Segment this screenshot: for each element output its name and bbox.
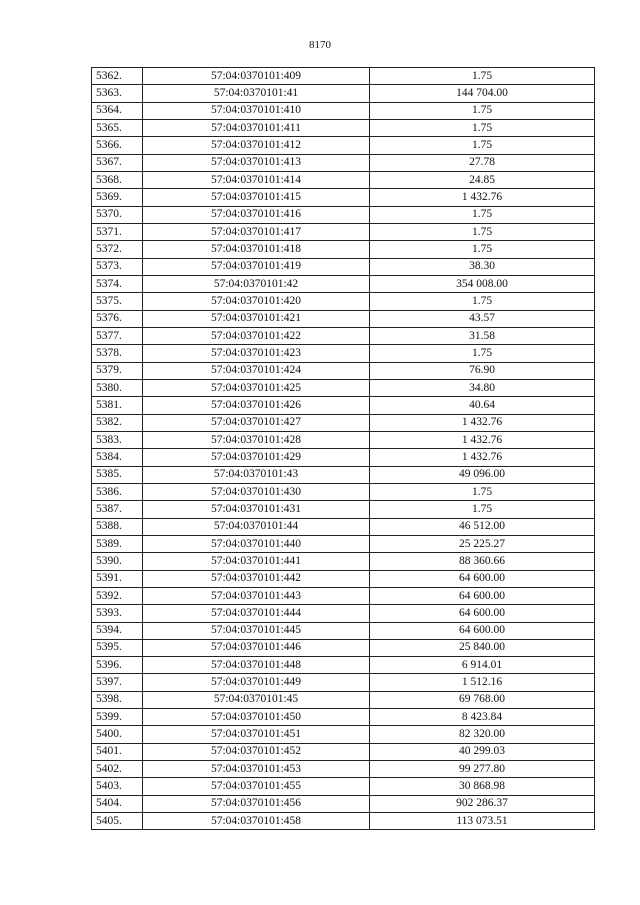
cadastral-value-cell: 1.75 [370, 241, 595, 258]
table-row [92, 674, 595, 691]
cadastral-number-cell: 57:04:0370101:424 [143, 362, 370, 379]
table-row [92, 639, 595, 656]
cadastral-number-cell: 57:04:0370101:441 [143, 553, 370, 570]
cadastral-number-cell: 57:04:0370101:418 [143, 241, 370, 258]
cadastral-value-cell: 40 299.03 [370, 743, 595, 760]
row-number-cell: 5396. [92, 657, 143, 674]
row-number-cell: 5400. [92, 726, 143, 743]
row-number-cell: 5405. [92, 813, 143, 830]
cadastral-value-cell: 43.57 [370, 310, 595, 327]
row-number-cell: 5387. [92, 501, 143, 518]
cadastral-value-cell: 1.75 [370, 68, 595, 85]
cadastral-value-cell: 1.75 [370, 119, 595, 136]
row-number-cell: 5381. [92, 397, 143, 414]
cadastral-number-cell: 57:04:0370101:455 [143, 778, 370, 795]
cadastral-number-cell: 57:04:0370101:422 [143, 327, 370, 344]
row-number-cell: 5391. [92, 570, 143, 587]
row-number-cell: 5364. [92, 102, 143, 119]
table-row [92, 223, 595, 240]
cadastral-value-cell: 1 432.76 [370, 414, 595, 431]
cadastral-value-cell: 1.75 [370, 102, 595, 119]
cadastral-value-cell: 76.90 [370, 362, 595, 379]
table-row [92, 605, 595, 622]
cadastral-number-cell: 57:04:0370101:429 [143, 449, 370, 466]
table-row [92, 761, 595, 778]
table-row [92, 709, 595, 726]
cadastral-value-cell: 1 432.76 [370, 431, 595, 448]
cadastral-value-cell: 113 073.51 [370, 813, 595, 830]
table-row [92, 691, 595, 708]
cadastral-value-cell: 88 360.66 [370, 553, 595, 570]
cadastral-number-cell: 57:04:0370101:413 [143, 154, 370, 171]
row-number-cell: 5395. [92, 639, 143, 656]
table-body [92, 68, 595, 830]
row-number-cell: 5403. [92, 778, 143, 795]
table-row [92, 154, 595, 171]
row-number-cell: 5369. [92, 189, 143, 206]
table-row [92, 483, 595, 500]
table-row [92, 726, 595, 743]
table-row [92, 258, 595, 275]
table-row [92, 743, 595, 760]
row-number-cell: 5375. [92, 293, 143, 310]
cadastral-value-cell: 354 008.00 [370, 275, 595, 292]
row-number-cell: 5384. [92, 449, 143, 466]
row-number-cell: 5377. [92, 327, 143, 344]
table-row [92, 570, 595, 587]
table-row [92, 327, 595, 344]
table-row [92, 119, 595, 136]
row-number-cell: 5401. [92, 743, 143, 760]
cadastral-value-cell: 1.75 [370, 345, 595, 362]
cadastral-value-cell: 49 096.00 [370, 466, 595, 483]
table-row [92, 171, 595, 188]
cadastral-number-cell: 57:04:0370101:452 [143, 743, 370, 760]
cadastral-value-cell: 69 768.00 [370, 691, 595, 708]
cadastral-value-cell: 31.58 [370, 327, 595, 344]
row-number-cell: 5404. [92, 795, 143, 812]
row-number-cell: 5390. [92, 553, 143, 570]
table-row [92, 362, 595, 379]
cadastral-number-cell: 57:04:0370101:453 [143, 761, 370, 778]
row-number-cell: 5386. [92, 483, 143, 500]
table-row [92, 379, 595, 396]
cadastral-value-cell: 8 423.84 [370, 709, 595, 726]
cadastral-value-cell: 64 600.00 [370, 622, 595, 639]
table-row [92, 414, 595, 431]
cadastral-number-cell: 57:04:0370101:442 [143, 570, 370, 587]
cadastral-number-cell: 57:04:0370101:411 [143, 119, 370, 136]
cadastral-number-cell: 57:04:0370101:448 [143, 657, 370, 674]
table-row [92, 518, 595, 535]
cadastral-number-cell: 57:04:0370101:419 [143, 258, 370, 275]
cadastral-value-cell: 25 840.00 [370, 639, 595, 656]
row-number-cell: 5380. [92, 379, 143, 396]
cadastral-number-cell: 57:04:0370101:430 [143, 483, 370, 500]
row-number-cell: 5385. [92, 466, 143, 483]
cadastral-value-cell: 25 225.27 [370, 535, 595, 552]
cadastral-number-cell: 57:04:0370101:446 [143, 639, 370, 656]
table-row [92, 241, 595, 258]
row-number-cell: 5393. [92, 605, 143, 622]
row-number-cell: 5378. [92, 345, 143, 362]
row-number-cell: 5365. [92, 119, 143, 136]
row-number-cell: 5392. [92, 587, 143, 604]
cadastral-number-cell: 57:04:0370101:431 [143, 501, 370, 518]
cadastral-value-cell: 1 432.76 [370, 189, 595, 206]
cadastral-number-cell: 57:04:0370101:41 [143, 85, 370, 102]
row-number-cell: 5379. [92, 362, 143, 379]
cadastral-value-cell: 99 277.80 [370, 761, 595, 778]
cadastral-number-cell: 57:04:0370101:426 [143, 397, 370, 414]
cadastral-value-cell: 40.64 [370, 397, 595, 414]
cadastral-number-cell: 57:04:0370101:409 [143, 68, 370, 85]
table-row [92, 449, 595, 466]
table-row [92, 501, 595, 518]
cadastral-value-cell: 1 432.76 [370, 449, 595, 466]
cadastral-number-cell: 57:04:0370101:421 [143, 310, 370, 327]
table-row [92, 778, 595, 795]
row-number-cell: 5399. [92, 709, 143, 726]
cadastral-number-cell: 57:04:0370101:45 [143, 691, 370, 708]
cadastral-number-cell: 57:04:0370101:456 [143, 795, 370, 812]
cadastral-number-cell: 57:04:0370101:428 [143, 431, 370, 448]
row-number-cell: 5394. [92, 622, 143, 639]
cadastral-number-cell: 57:04:0370101:450 [143, 709, 370, 726]
row-number-cell: 5363. [92, 85, 143, 102]
cadastral-value-cell: 1.75 [370, 293, 595, 310]
table-row [92, 137, 595, 154]
table-row [92, 206, 595, 223]
row-number-cell: 5389. [92, 535, 143, 552]
cadastral-value-cell: 24.85 [370, 171, 595, 188]
table-row [92, 795, 595, 812]
table-row [92, 275, 595, 292]
row-number-cell: 5383. [92, 431, 143, 448]
cadastral-value-cell: 1.75 [370, 483, 595, 500]
page-number: 8170 [309, 39, 331, 51]
cadastral-value-cell: 64 600.00 [370, 587, 595, 604]
cadastral-value-cell: 1.75 [370, 206, 595, 223]
row-number-cell: 5370. [92, 206, 143, 223]
table-row [92, 345, 595, 362]
cadastral-number-cell: 57:04:0370101:445 [143, 622, 370, 639]
table-row [92, 189, 595, 206]
row-number-cell: 5402. [92, 761, 143, 778]
cadastral-number-cell: 57:04:0370101:414 [143, 171, 370, 188]
row-number-cell: 5366. [92, 137, 143, 154]
cadastral-value-table [91, 67, 595, 830]
cadastral-number-cell: 57:04:0370101:443 [143, 587, 370, 604]
cadastral-value-cell: 30 868.98 [370, 778, 595, 795]
cadastral-number-cell: 57:04:0370101:427 [143, 414, 370, 431]
cadastral-value-cell: 82 320.00 [370, 726, 595, 743]
cadastral-value-cell: 34.80 [370, 379, 595, 396]
cadastral-value-cell: 1.75 [370, 137, 595, 154]
cadastral-number-cell: 57:04:0370101:42 [143, 275, 370, 292]
cadastral-value-cell: 64 600.00 [370, 570, 595, 587]
row-number-cell: 5367. [92, 154, 143, 171]
table-row [92, 813, 595, 830]
cadastral-value-cell: 27.78 [370, 154, 595, 171]
row-number-cell: 5376. [92, 310, 143, 327]
table-row [92, 466, 595, 483]
cadastral-number-cell: 57:04:0370101:410 [143, 102, 370, 119]
row-number-cell: 5371. [92, 223, 143, 240]
cadastral-number-cell: 57:04:0370101:423 [143, 345, 370, 362]
row-number-cell: 5398. [92, 691, 143, 708]
row-number-cell: 5362. [92, 68, 143, 85]
cadastral-number-cell: 57:04:0370101:43 [143, 466, 370, 483]
table-row [92, 431, 595, 448]
row-number-cell: 5388. [92, 518, 143, 535]
table-row [92, 622, 595, 639]
cadastral-number-cell: 57:04:0370101:416 [143, 206, 370, 223]
table-row [92, 310, 595, 327]
cadastral-value-cell: 64 600.00 [370, 605, 595, 622]
cadastral-value-cell: 38.30 [370, 258, 595, 275]
cadastral-value-cell: 144 704.00 [370, 85, 595, 102]
table-row [92, 85, 595, 102]
table-row [92, 397, 595, 414]
cadastral-number-cell: 57:04:0370101:415 [143, 189, 370, 206]
cadastral-value-cell: 46 512.00 [370, 518, 595, 535]
table-row [92, 535, 595, 552]
row-number-cell: 5372. [92, 241, 143, 258]
table-row [92, 102, 595, 119]
cadastral-value-cell: 6 914.01 [370, 657, 595, 674]
table-row [92, 68, 595, 85]
cadastral-number-cell: 57:04:0370101:425 [143, 379, 370, 396]
cadastral-number-cell: 57:04:0370101:449 [143, 674, 370, 691]
table-row [92, 587, 595, 604]
cadastral-value-cell: 1.75 [370, 501, 595, 518]
cadastral-number-cell: 57:04:0370101:412 [143, 137, 370, 154]
cadastral-number-cell: 57:04:0370101:444 [143, 605, 370, 622]
row-number-cell: 5374. [92, 275, 143, 292]
table-row [92, 293, 595, 310]
table-row [92, 553, 595, 570]
cadastral-number-cell: 57:04:0370101:440 [143, 535, 370, 552]
cadastral-number-cell: 57:04:0370101:44 [143, 518, 370, 535]
cadastral-number-cell: 57:04:0370101:417 [143, 223, 370, 240]
cadastral-value-cell: 1 512.16 [370, 674, 595, 691]
cadastral-number-cell: 57:04:0370101:451 [143, 726, 370, 743]
table-row [92, 657, 595, 674]
cadastral-number-cell: 57:04:0370101:420 [143, 293, 370, 310]
row-number-cell: 5373. [92, 258, 143, 275]
cadastral-value-cell: 902 286.37 [370, 795, 595, 812]
cadastral-value-cell: 1.75 [370, 223, 595, 240]
row-number-cell: 5397. [92, 674, 143, 691]
row-number-cell: 5382. [92, 414, 143, 431]
cadastral-number-cell: 57:04:0370101:458 [143, 813, 370, 830]
row-number-cell: 5368. [92, 171, 143, 188]
